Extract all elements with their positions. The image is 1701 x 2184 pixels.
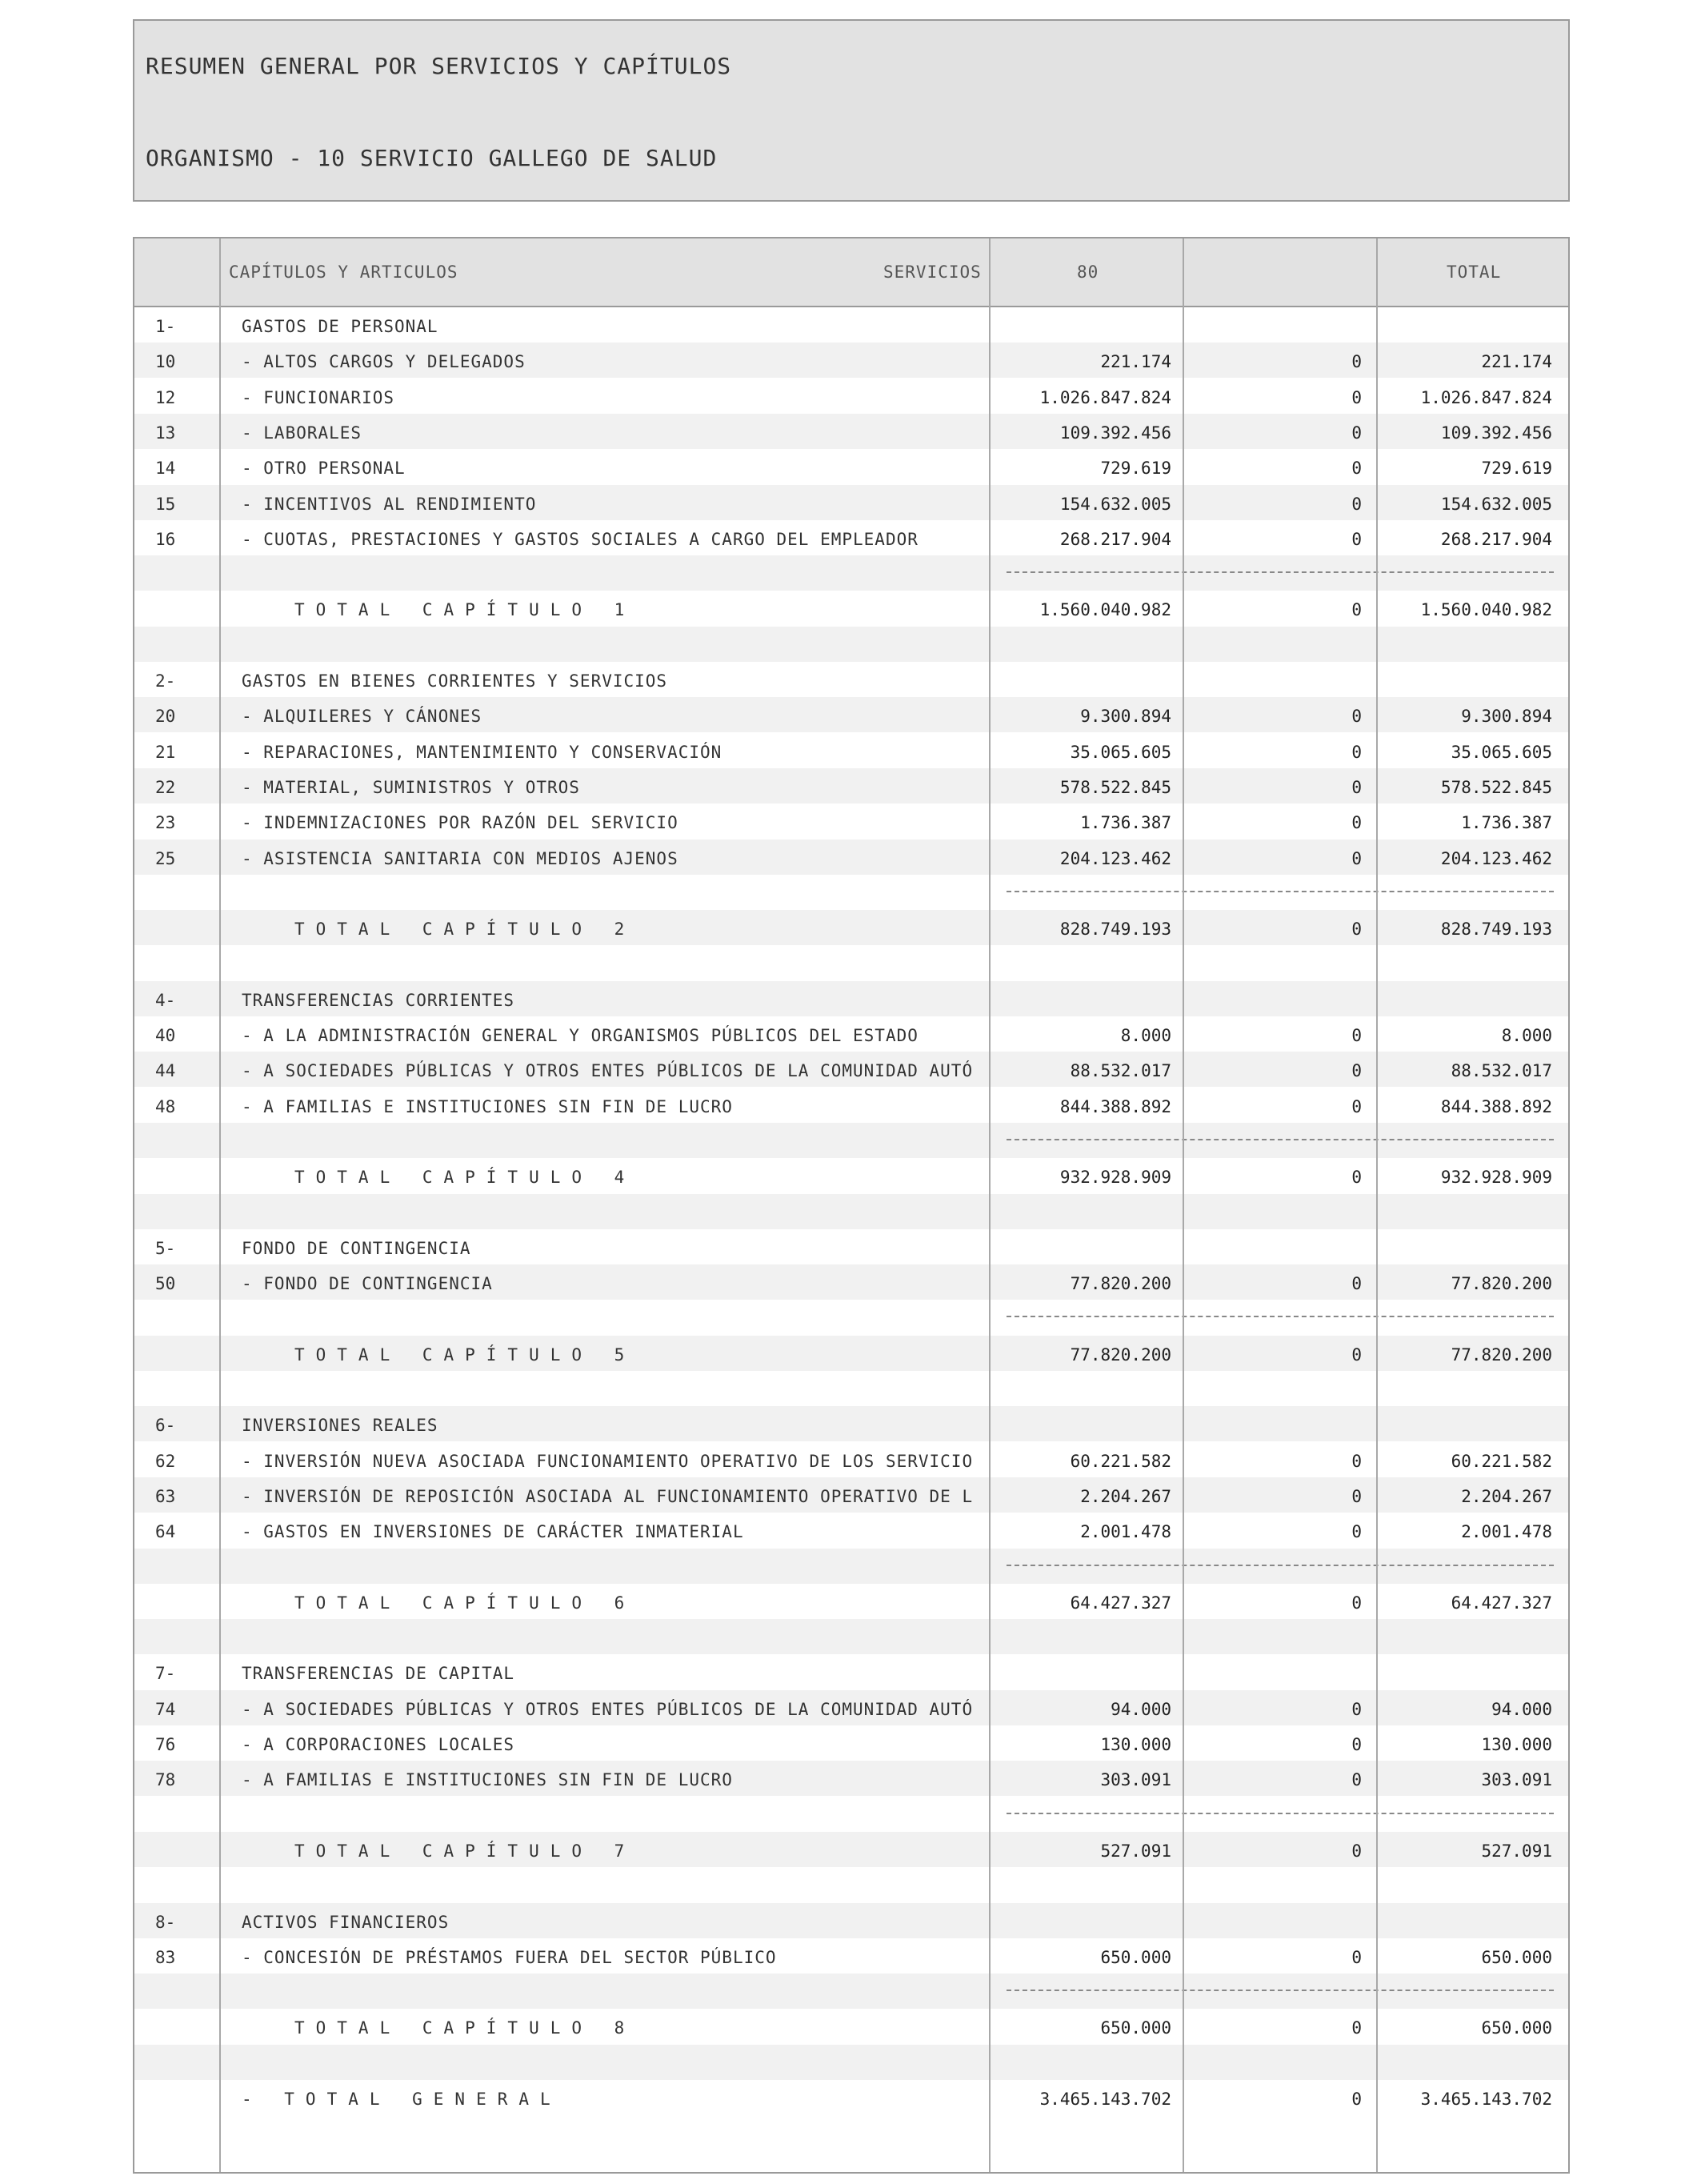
row-value-80: 527.091 — [1100, 1841, 1171, 1861]
row-value-80: 650.000 — [1100, 2018, 1171, 2038]
row-value-total: 1.026.847.824 — [1420, 387, 1552, 407]
row-description: - A SOCIEDADES PÚBLICAS Y OTROS ENTES PÚBLICOS DE LA COMUNIDAD AUTÓ — [242, 1061, 974, 1081]
row-description: INVERSIONES REALES — [242, 1416, 438, 1436]
row-value-blank: 0 — [1351, 707, 1362, 727]
row-code: 78 — [155, 1770, 176, 1790]
row-description: GASTOS DE PERSONAL — [242, 317, 438, 336]
row-value-total: 60.221.582 — [1451, 1451, 1552, 1471]
row-value-total: 154.632.005 — [1440, 494, 1552, 514]
row-description: TRANSFERENCIAS DE CAPITAL — [242, 1664, 515, 1684]
row-value-total: 1.560.040.982 — [1420, 600, 1552, 620]
row-description: - A FAMILIAS E INSTITUCIONES SIN FIN DE LUCRO — [242, 1770, 733, 1790]
row-value-80: 88.532.017 — [1070, 1061, 1171, 1081]
row-value-80: 1.560.040.982 — [1039, 600, 1171, 620]
row-description: - A CORPORACIONES LOCALES — [242, 1735, 515, 1754]
row-value-80: 578.522.845 — [1059, 777, 1171, 797]
row-value-80: 2.204.267 — [1080, 1486, 1171, 1506]
table-row — [134, 2045, 1568, 2080]
row-description: - ASISTENCIA SANITARIA CON MEDIOS AJENOS — [242, 848, 678, 868]
row-value-blank: 0 — [1351, 1947, 1362, 1967]
table-row — [134, 1867, 1568, 1902]
table-row — [134, 555, 1568, 591]
table-row — [134, 910, 1568, 945]
row-value-80: 268.217.904 — [1059, 529, 1171, 549]
row-description: - TOTAL GENERAL — [242, 2090, 562, 2109]
row-value-blank: 0 — [1351, 1274, 1362, 1294]
row-value-80: 844.388.892 — [1059, 1096, 1171, 1116]
row-code: 44 — [155, 1061, 176, 1081]
table-row — [134, 1725, 1568, 1761]
row-value-total: 3.465.143.702 — [1420, 2090, 1552, 2109]
row-value-80: 221.174 — [1100, 352, 1171, 372]
row-value-blank: 0 — [1351, 600, 1362, 620]
row-description: - ALQUILERES Y CÁNONES — [242, 707, 482, 727]
table-row — [134, 1549, 1568, 1584]
table-row — [134, 485, 1568, 520]
row-value-80: 650.000 — [1100, 1947, 1171, 1967]
row-value-total: 77.820.200 — [1451, 1344, 1552, 1364]
table-row — [134, 1797, 1568, 1832]
row-description: - LABORALES — [242, 423, 362, 443]
table-row — [134, 2009, 1568, 2044]
row-description: TOTAL CAPÍTULO 5 — [294, 1344, 636, 1364]
column-divider — [1376, 238, 1378, 2172]
row-description: GASTOS EN BIENES CORRIENTES Y SERVICIOS — [242, 671, 668, 691]
row-description: TOTAL CAPÍTULO 7 — [294, 1841, 636, 1861]
row-code: 8- — [155, 1912, 176, 1932]
row-value-blank: 0 — [1351, 813, 1362, 833]
row-value-80: 109.392.456 — [1059, 423, 1171, 443]
row-description: - A FAMILIAS E INSTITUCIONES SIN FIN DE LUCRO — [242, 1096, 733, 1116]
row-value-80: 8.000 — [1120, 1026, 1171, 1045]
table-row — [134, 1513, 1568, 1548]
row-value-80: 729.619 — [1100, 459, 1171, 479]
table-row — [134, 379, 1568, 414]
row-value-80: 130.000 — [1100, 1735, 1171, 1754]
row-value-total: 650.000 — [1481, 1947, 1552, 1967]
row-value-80: 932.928.909 — [1059, 1168, 1171, 1188]
row-description: TOTAL CAPÍTULO 8 — [294, 2018, 636, 2038]
row-description: TRANSFERENCIAS CORRIENTES — [242, 990, 515, 1010]
row-code: 63 — [155, 1486, 176, 1506]
row-code: 15 — [155, 494, 176, 514]
row-value-80: 2.001.478 — [1080, 1522, 1171, 1542]
row-code: 25 — [155, 848, 176, 868]
table-row — [134, 840, 1568, 875]
row-value-blank: 0 — [1351, 1522, 1362, 1542]
row-value-blank: 0 — [1351, 1096, 1362, 1116]
column-header-capitulos: CAPÍTULOS Y ARTICULOS — [229, 262, 458, 282]
row-description: - CONCESIÓN DE PRÉSTAMOS FUERA DEL SECTOR PÚBLICO — [242, 1947, 777, 1967]
row-value-total: 9.300.894 — [1461, 707, 1552, 727]
row-value-total: 828.749.193 — [1440, 920, 1552, 940]
row-value-blank: 0 — [1351, 1770, 1362, 1790]
row-value-total: 303.091 — [1481, 1770, 1552, 1790]
row-code: 83 — [155, 1947, 176, 1967]
row-value-blank: 0 — [1351, 920, 1362, 940]
row-value-total: 1.736.387 — [1461, 813, 1552, 833]
subtotal-separator — [1007, 1990, 1554, 1991]
row-description: TOTAL CAPÍTULO 6 — [294, 1593, 636, 1613]
row-value-blank: 0 — [1351, 1486, 1362, 1506]
row-value-blank: 0 — [1351, 494, 1362, 514]
column-header-total: TOTAL — [1447, 262, 1502, 282]
row-description: - GASTOS EN INVERSIONES DE CARÁCTER INMATERIAL — [242, 1522, 744, 1542]
row-value-80: 1.736.387 — [1080, 813, 1171, 833]
table-row — [134, 1264, 1568, 1300]
table-row — [134, 1300, 1568, 1335]
row-code: 14 — [155, 459, 176, 479]
row-value-blank: 0 — [1351, 1061, 1362, 1081]
row-code: 5- — [155, 1238, 176, 1258]
row-description: - FONDO DE CONTINGENCIA — [242, 1274, 493, 1294]
row-description: - INVERSIÓN NUEVA ASOCIADA FUNCIONAMIENTO OPERATIVO DE LOS SERVICIO — [242, 1451, 974, 1471]
row-value-80: 35.065.605 — [1070, 742, 1171, 762]
row-description: - INDEMNIZACIONES POR RAZÓN DEL SERVICIO — [242, 813, 678, 833]
table-row — [134, 1336, 1568, 1371]
table-header — [134, 238, 1568, 307]
row-value-total: 729.619 — [1481, 459, 1552, 479]
table-row — [134, 1974, 1568, 2009]
row-value-total: 204.123.462 — [1440, 848, 1552, 868]
table-row — [134, 1761, 1568, 1796]
row-value-total: 2.001.478 — [1461, 1522, 1552, 1542]
row-description: TOTAL CAPÍTULO 1 — [294, 600, 636, 620]
table-row — [134, 1690, 1568, 1725]
row-description: - A SOCIEDADES PÚBLICAS Y OTROS ENTES PÚBLICOS DE LA COMUNIDAD AUTÓ — [242, 1699, 974, 1719]
row-code: 76 — [155, 1735, 176, 1754]
table-row — [134, 520, 1568, 555]
row-value-blank: 0 — [1351, 1451, 1362, 1471]
row-description: ACTIVOS FINANCIEROS — [242, 1912, 450, 1932]
table-row — [134, 1619, 1568, 1654]
subtotal-separator — [1007, 1813, 1554, 1814]
row-value-80: 94.000 — [1111, 1699, 1171, 1719]
row-code: 4- — [155, 990, 176, 1010]
row-code: 74 — [155, 1699, 176, 1719]
column-divider — [219, 238, 221, 2172]
table-row — [134, 1654, 1568, 1689]
row-code: 48 — [155, 1096, 176, 1116]
row-code: 10 — [155, 352, 176, 372]
row-code: 7- — [155, 1664, 176, 1684]
row-value-total: 578.522.845 — [1440, 777, 1552, 797]
row-value-blank: 0 — [1351, 1735, 1362, 1754]
table-row — [134, 1584, 1568, 1619]
row-value-total: 88.532.017 — [1451, 1061, 1552, 1081]
report-organismo: ORGANISMO - 10 SERVICIO GALLEGO DE SALUD — [146, 145, 718, 171]
table-row — [134, 1158, 1568, 1193]
row-value-blank: 0 — [1351, 459, 1362, 479]
table-row — [134, 1052, 1568, 1087]
table-row — [134, 627, 1568, 662]
row-description: - REPARACIONES, MANTENIMIENTO Y CONSERVACIÓN — [242, 742, 722, 762]
row-description: - MATERIAL, SUMINISTROS Y OTROS — [242, 777, 580, 797]
row-value-80: 3.465.143.702 — [1039, 2090, 1171, 2109]
row-value-80: 828.749.193 — [1059, 920, 1171, 940]
table-row — [134, 1016, 1568, 1052]
row-value-blank: 0 — [1351, 1026, 1362, 1045]
row-value-blank: 0 — [1351, 1699, 1362, 1719]
row-description: TOTAL CAPÍTULO 2 — [294, 920, 636, 940]
row-value-total: 35.065.605 — [1451, 742, 1552, 762]
row-value-total: 268.217.904 — [1440, 529, 1552, 549]
row-code: 22 — [155, 777, 176, 797]
row-code: 50 — [155, 1274, 176, 1294]
row-value-80: 77.820.200 — [1070, 1274, 1171, 1294]
row-value-blank: 0 — [1351, 1168, 1362, 1188]
table-row — [134, 1832, 1568, 1867]
table-row — [134, 1406, 1568, 1441]
table-row — [134, 803, 1568, 839]
subtotal-separator — [1007, 1316, 1554, 1317]
subtotal-separator — [1007, 891, 1554, 892]
row-value-total: 77.820.200 — [1451, 1274, 1552, 1294]
row-value-80: 303.091 — [1100, 1770, 1171, 1790]
row-description: - CUOTAS, PRESTACIONES Y GASTOS SOCIALES A CARGO DEL EMPLEADOR — [242, 529, 919, 549]
row-value-80: 77.820.200 — [1070, 1344, 1171, 1364]
row-code: 6- — [155, 1416, 176, 1436]
row-description: - OTRO PERSONAL — [242, 459, 406, 479]
table-row — [134, 1938, 1568, 1974]
row-code: 64 — [155, 1522, 176, 1542]
table-row — [134, 414, 1568, 449]
row-value-total: 932.928.909 — [1440, 1168, 1552, 1188]
row-value-blank: 0 — [1351, 423, 1362, 443]
row-value-80: 64.427.327 — [1070, 1593, 1171, 1613]
row-code: 2- — [155, 671, 176, 691]
row-value-80: 154.632.005 — [1059, 494, 1171, 514]
table-row — [134, 981, 1568, 1016]
table-row — [134, 1477, 1568, 1513]
table-row — [134, 945, 1568, 980]
row-value-total: 844.388.892 — [1440, 1096, 1552, 1116]
row-value-blank: 0 — [1351, 352, 1362, 372]
row-code: 20 — [155, 707, 176, 727]
table-row — [134, 1371, 1568, 1406]
column-header-servicios: SERVICIOS — [883, 262, 982, 282]
row-code: 23 — [155, 813, 176, 833]
row-value-total: 130.000 — [1481, 1735, 1552, 1754]
table-row — [134, 2080, 1568, 2115]
table-row — [134, 662, 1568, 697]
table-row — [134, 733, 1568, 768]
column-divider — [989, 238, 991, 2172]
table-row — [134, 449, 1568, 484]
row-description: - INCENTIVOS AL RENDIMIENTO — [242, 494, 537, 514]
row-value-80: 9.300.894 — [1080, 707, 1171, 727]
row-value-total: 650.000 — [1481, 2018, 1552, 2038]
table-row — [134, 1123, 1568, 1158]
table-row — [134, 343, 1568, 378]
table-row — [134, 697, 1568, 732]
table-row — [134, 1229, 1568, 1264]
row-description: - ALTOS CARGOS Y DELEGADOS — [242, 352, 526, 372]
row-code: 40 — [155, 1026, 176, 1045]
row-value-blank: 0 — [1351, 742, 1362, 762]
row-value-blank: 0 — [1351, 1593, 1362, 1613]
row-value-blank: 0 — [1351, 1344, 1362, 1364]
row-value-blank: 0 — [1351, 387, 1362, 407]
row-code: 62 — [155, 1451, 176, 1471]
row-description: - A LA ADMINISTRACIÓN GENERAL Y ORGANISMOS PÚBLICOS DEL ESTADO — [242, 1026, 919, 1045]
report-header — [133, 19, 1570, 202]
row-value-total: 109.392.456 — [1440, 423, 1552, 443]
row-value-blank: 0 — [1351, 848, 1362, 868]
row-description: - FUNCIONARIOS — [242, 387, 395, 407]
row-value-total: 94.000 — [1491, 1699, 1552, 1719]
row-code: 13 — [155, 423, 176, 443]
row-value-blank: 0 — [1351, 2018, 1362, 2038]
row-value-blank: 0 — [1351, 777, 1362, 797]
row-value-total: 8.000 — [1501, 1026, 1552, 1045]
row-code: 16 — [155, 529, 176, 549]
row-value-80: 204.123.462 — [1059, 848, 1171, 868]
table-row — [134, 1903, 1568, 1938]
subtotal-separator — [1007, 1565, 1554, 1566]
table-row — [134, 1194, 1568, 1229]
row-description: FONDO DE CONTINGENCIA — [242, 1238, 471, 1258]
row-value-total: 2.204.267 — [1461, 1486, 1552, 1506]
table-row — [134, 1088, 1568, 1123]
row-code: 12 — [155, 387, 176, 407]
table-row — [134, 307, 1568, 343]
row-code: 21 — [155, 742, 176, 762]
row-code: 1- — [155, 317, 176, 336]
table-row — [134, 1442, 1568, 1477]
subtotal-separator — [1007, 571, 1554, 573]
table-row — [134, 875, 1568, 910]
row-value-80: 1.026.847.824 — [1039, 387, 1171, 407]
row-description: TOTAL CAPÍTULO 4 — [294, 1168, 636, 1188]
row-value-total: 527.091 — [1481, 1841, 1552, 1861]
row-description: - INVERSIÓN DE REPOSICIÓN ASOCIADA AL FUNCIONAMIENTO OPERATIVO DE L — [242, 1486, 974, 1506]
row-value-blank: 0 — [1351, 1841, 1362, 1861]
table-row — [134, 768, 1568, 803]
row-value-total: 64.427.327 — [1451, 1593, 1552, 1613]
column-header-80: 80 — [1077, 262, 1099, 282]
report-title: RESUMEN GENERAL POR SERVICIOS Y CAPÍTULOS — [146, 53, 732, 79]
row-value-blank: 0 — [1351, 2090, 1362, 2109]
column-divider — [1183, 238, 1184, 2172]
budget-table — [133, 237, 1570, 2174]
row-value-blank: 0 — [1351, 529, 1362, 549]
subtotal-separator — [1007, 1139, 1554, 1140]
row-value-total: 221.174 — [1481, 352, 1552, 372]
table-row — [134, 591, 1568, 626]
row-value-80: 60.221.582 — [1070, 1451, 1171, 1471]
